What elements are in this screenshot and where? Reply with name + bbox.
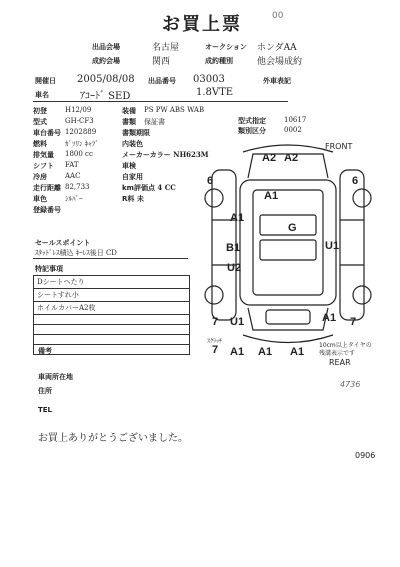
spec-label: メーカーカラー <box>122 151 171 159</box>
spec-label: 燃料 <box>33 140 47 148</box>
spec-label: 走行距離 <box>33 184 61 192</box>
diagram-wheel-fr <box>353 189 371 207</box>
grade-mark: G <box>288 222 297 234</box>
spec-value: H12/09 <box>65 106 92 114</box>
grade-mark: B1 <box>226 242 241 254</box>
lot-label: 出品番号 <box>148 77 176 85</box>
tire-depth: 7 <box>212 316 219 328</box>
tire-depth: 7 <box>350 316 357 328</box>
grade-mark: A1 <box>264 190 279 202</box>
diagram-wheel-rl <box>205 286 223 304</box>
grade-mark: U2 <box>227 262 242 274</box>
grade-mark: A2 <box>284 152 299 164</box>
grade-mark: U1 <box>325 240 340 252</box>
venue-value: 名古屋 <box>152 43 180 53</box>
model-underline <box>33 101 288 102</box>
diagram-right-side <box>340 170 364 320</box>
spec-label: 初登 <box>33 107 47 115</box>
tire-depth: 6 <box>352 175 359 187</box>
type-spec-label: 型式指定 <box>238 117 266 125</box>
list-item: シートすれ小 <box>34 289 189 302</box>
spec-label: 装備 <box>122 107 136 115</box>
doc-code: 0906 <box>355 451 376 460</box>
doc-title: お買上票 <box>162 14 242 35</box>
contract-venue-value: 関西 <box>152 57 171 67</box>
diagram-note-2: 残溝表示です <box>319 350 356 357</box>
spec-label: 内装色 <box>122 140 143 148</box>
list-item: Dシートへたり <box>34 276 189 289</box>
grade-mark: A1 <box>230 346 245 358</box>
spec-value: 1202889 <box>65 128 97 136</box>
spec-value: 82,733 <box>65 183 90 191</box>
spec-label: 書類期限 <box>122 129 150 137</box>
spec-label: 冷房 <box>33 173 47 181</box>
car-damage-diagram <box>198 140 378 370</box>
auction-label: オークション <box>205 43 247 51</box>
front-label: FRONT <box>325 142 353 151</box>
address-label: 車両所在地 <box>38 373 73 381</box>
venue-label: 出品会場 <box>92 43 120 51</box>
class-spec-value: 0002 <box>284 126 302 134</box>
list-item: ホイルカバーA2枚 <box>34 302 189 315</box>
spec-label: km評価点 <box>122 184 155 192</box>
closing-message: お買上ありがとうございました。 <box>38 433 188 444</box>
divider <box>33 258 188 259</box>
spec-value: 1800 cc <box>65 150 93 158</box>
spec-label: R料 <box>122 195 135 203</box>
spec-label: 型式 <box>33 118 47 126</box>
sales-point-label: セールスポイント <box>35 239 91 247</box>
grade-mark: A1 <box>258 346 273 358</box>
diagram-trunk <box>248 308 328 330</box>
diagram-body <box>240 180 336 305</box>
model-label: 車名 <box>35 91 49 99</box>
spec-label: 自家用 <box>122 173 143 181</box>
contract-venue-label: 成約会場 <box>92 57 120 65</box>
spec-value: ｼﾙﾊﾞｰ <box>65 195 83 203</box>
tire-depth: 7 <box>212 344 219 356</box>
auction-value: ホンダAA <box>257 43 297 53</box>
diagram-note-1: 10cm以上タイヤの <box>319 342 372 349</box>
spec-value: 4 CC <box>157 183 176 192</box>
diagram-wheel-fl <box>205 189 223 207</box>
spec-label: 車検 <box>122 162 136 170</box>
grade-mark: A2 <box>262 152 277 164</box>
diagram-front-bumper <box>243 145 333 152</box>
spec-value: NH623M <box>173 150 209 159</box>
tel-label: TEL <box>38 406 53 414</box>
spec-value <box>65 205 120 215</box>
handwritten-mark: 00 <box>272 11 284 21</box>
contract-type-label: 成約種別 <box>205 57 233 65</box>
class-spec-label: 類別区分 <box>238 127 266 135</box>
sales-point-value: ｽﾀｯﾄﾞﾚｽ積込 ｷｰﾚｽ後日 CD <box>35 249 117 257</box>
model-value: ｱｺｰﾄﾞ SED <box>80 91 131 102</box>
spec-value: ｶﾞｿﾘﾝ ｷｬﾌﾞ <box>65 140 99 148</box>
grade-mark: A1 <box>290 346 305 358</box>
diagram-wheel-rr <box>353 286 371 304</box>
spec-value: FAT <box>65 161 79 169</box>
outer-label: 外車表記 <box>263 77 291 85</box>
spec-value: AAC <box>65 172 81 180</box>
contract-type-value: 他会場成約 <box>257 57 303 67</box>
spec-value: GH-CF3 <box>65 117 94 125</box>
spec-label: 書類 <box>122 118 136 126</box>
remarks-label: 備考 <box>38 347 52 355</box>
special-label: 特記事項 <box>35 265 63 273</box>
spec-list <box>33 106 120 215</box>
grade-mark: A1 <box>230 212 245 224</box>
date-label: 開催日 <box>35 77 56 85</box>
special-box <box>33 275 190 355</box>
grade-mark: U1 <box>230 316 245 328</box>
grade-mark: A1 <box>322 312 337 324</box>
spec-value: 保証書 <box>144 118 165 126</box>
diagram-spare <box>266 310 310 324</box>
handwritten-number: 4736 <box>340 380 361 389</box>
spec-value: PS PW ABS WAB <box>144 106 205 114</box>
grade-mark: ｽｸﾗｯﾁ <box>207 338 223 345</box>
spec-value: 未 <box>136 194 144 203</box>
spec-label: 登録番号 <box>33 206 61 214</box>
type-spec-value: 10617 <box>284 116 307 124</box>
spec-label: 車台番号 <box>33 129 61 137</box>
tire-depth: 6 <box>207 175 214 187</box>
diagram-roof <box>253 190 323 295</box>
lot-value: 03003 <box>193 74 225 85</box>
date-value: 2005/08/08 <box>77 74 135 85</box>
rear-label: REAR <box>329 358 351 367</box>
spec-label: 排気量 <box>33 151 54 159</box>
spec-label: 車色 <box>33 195 47 203</box>
addr-label: 住所 <box>38 387 52 395</box>
model-grade: 1.8VTE <box>196 87 234 98</box>
spec-label: シフト <box>33 162 54 170</box>
